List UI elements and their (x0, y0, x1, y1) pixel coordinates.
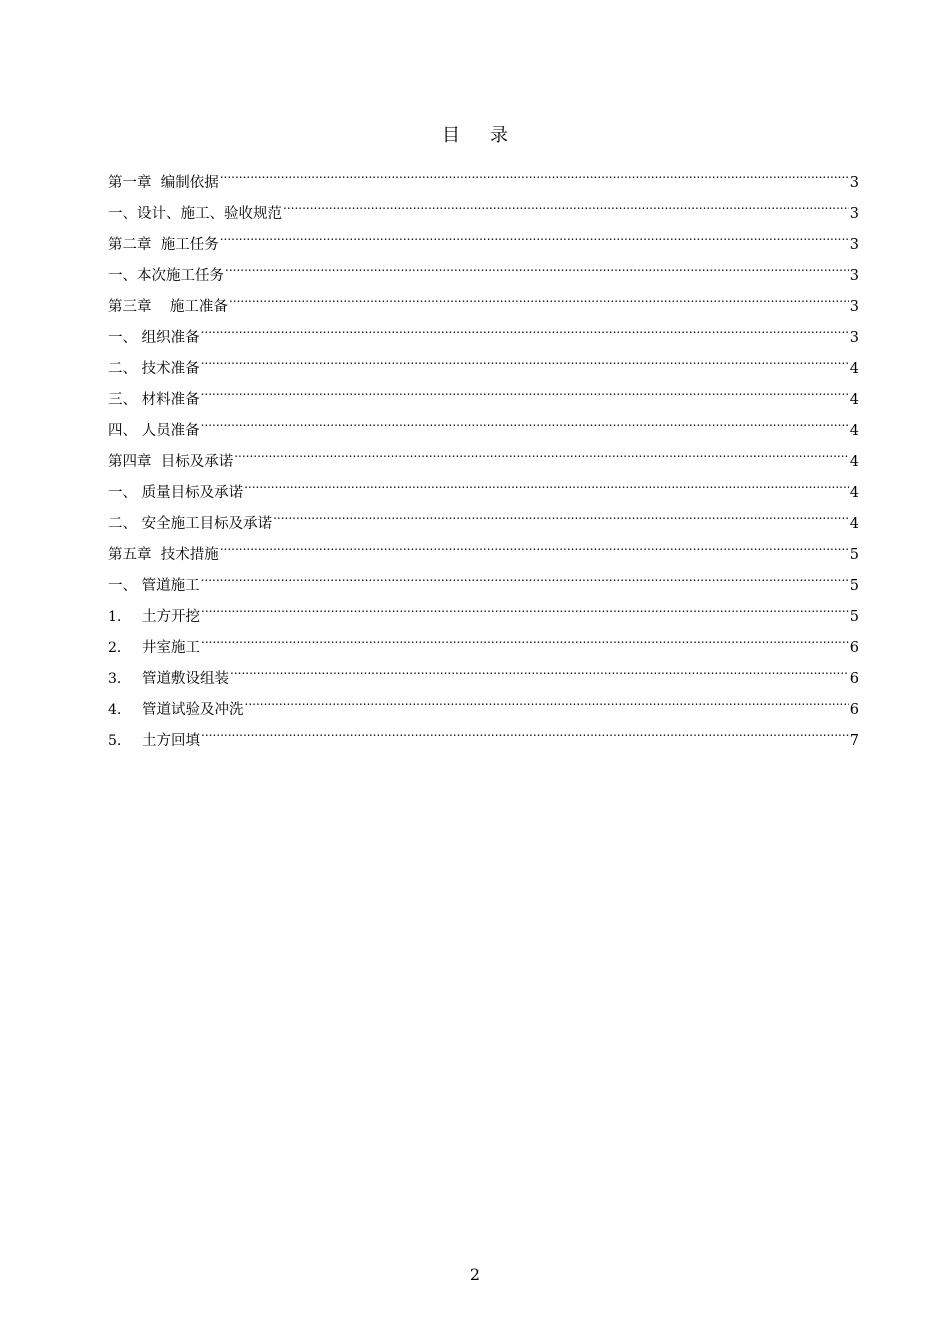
toc-entry-page: 7 (849, 733, 859, 749)
toc-dot-leader (201, 342, 849, 373)
page-title (0, 121, 950, 147)
toc-entry-title: 二、 技术准备 (108, 361, 200, 377)
footer-page-number: 2 (469, 1265, 481, 1284)
table-of-contents (108, 156, 859, 749)
toc-dot-leader (283, 187, 849, 218)
title-part-1: 目 (442, 125, 460, 146)
toc-entry-title: 土方回填 (142, 733, 200, 749)
toc-entry-title: 第二章 施工任务 (108, 237, 219, 253)
toc-entry-page: 3 (849, 330, 859, 346)
toc-entry-page: 3 (849, 268, 859, 284)
toc-dot-leader (220, 218, 849, 249)
toc-entry-number: 5. (108, 733, 122, 749)
toc-entry-title: 一、 质量目标及承诺 (108, 485, 244, 501)
toc-entry-page: 4 (849, 361, 859, 377)
toc-entry-page: 3 (849, 237, 859, 253)
toc-entry[interactable] (108, 714, 859, 749)
toc-entry-title: 一、本次施工任务 (108, 268, 224, 284)
toc-entry[interactable] (108, 218, 859, 253)
toc-entry[interactable] (108, 404, 859, 439)
toc-dot-leader (245, 683, 849, 714)
toc-dot-leader (234, 435, 849, 466)
toc-entry-page: 5 (849, 609, 859, 625)
toc-entry-number: 3. (108, 671, 122, 687)
toc-entry-title: 二、 安全施工目标及承诺 (108, 516, 273, 532)
toc-entry-title: 管道试验及冲洗 (142, 702, 244, 718)
toc-entry-page: 5 (849, 578, 859, 594)
toc-entry[interactable] (108, 342, 859, 377)
toc-entry-title: 第五章 技术措施 (108, 547, 219, 563)
toc-entry[interactable] (108, 156, 859, 191)
toc-entry-page: 4 (849, 423, 859, 439)
toc-dot-leader (273, 497, 849, 528)
toc-entry-title: 一、 组织准备 (108, 330, 200, 346)
toc-entry-number: 4. (108, 702, 122, 718)
toc-dot-leader (201, 590, 849, 621)
toc-entry-title: 三、 材料准备 (108, 392, 200, 408)
toc-dot-leader (220, 156, 849, 187)
toc-entry[interactable] (108, 590, 859, 625)
toc-dot-leader (220, 528, 849, 559)
toc-entry-title: 一、 管道施工 (108, 578, 200, 594)
toc-entry[interactable] (108, 621, 859, 656)
toc-entry-title: 第三章 施工准备 (108, 299, 228, 315)
toc-entry-page: 3 (849, 299, 859, 315)
toc-entry[interactable] (108, 187, 859, 222)
toc-dot-leader (201, 714, 849, 745)
toc-entry[interactable] (108, 311, 859, 346)
toc-entry[interactable] (108, 435, 859, 470)
toc-entry-page: 6 (849, 640, 859, 656)
toc-entry[interactable] (108, 373, 859, 408)
toc-dot-leader (201, 373, 849, 404)
toc-entry[interactable] (108, 249, 859, 284)
toc-entry[interactable] (108, 528, 859, 563)
toc-entry-title: 第四章 目标及承诺 (108, 454, 234, 470)
toc-dot-leader (244, 466, 849, 497)
toc-entry-page: 6 (849, 702, 859, 718)
toc-entry-number: 1. (108, 609, 122, 625)
toc-entry-page: 4 (849, 516, 859, 532)
toc-entry-title: 管道敷设组装 (142, 671, 229, 687)
toc-entry-page: 3 (849, 206, 859, 222)
toc-dot-leader (225, 249, 849, 280)
toc-entry-title: 第一章 编制依据 (108, 175, 219, 191)
toc-entry-page: 3 (849, 175, 859, 191)
toc-entry-page: 4 (849, 485, 859, 501)
toc-entry-title: 四、 人员准备 (108, 423, 200, 439)
toc-entry-page: 5 (849, 547, 859, 563)
toc-entry-title: 土方开挖 (142, 609, 200, 625)
toc-entry-number: 2. (108, 640, 122, 656)
toc-entry-title: 井室施工 (142, 640, 200, 656)
toc-dot-leader (229, 280, 849, 311)
toc-entry-title: 一、设计、施工、验收规范 (108, 206, 282, 222)
toc-entry-page: 4 (849, 454, 859, 470)
title-part-2: 录 (490, 125, 508, 146)
toc-dot-leader (201, 621, 849, 652)
toc-dot-leader (230, 652, 849, 683)
toc-dot-leader (201, 404, 849, 435)
toc-entry[interactable] (108, 559, 859, 594)
toc-entry-page: 4 (849, 392, 859, 408)
toc-entry-page: 6 (849, 671, 859, 687)
toc-dot-leader (201, 559, 849, 590)
toc-entry[interactable] (108, 652, 859, 687)
toc-dot-leader (201, 311, 849, 342)
